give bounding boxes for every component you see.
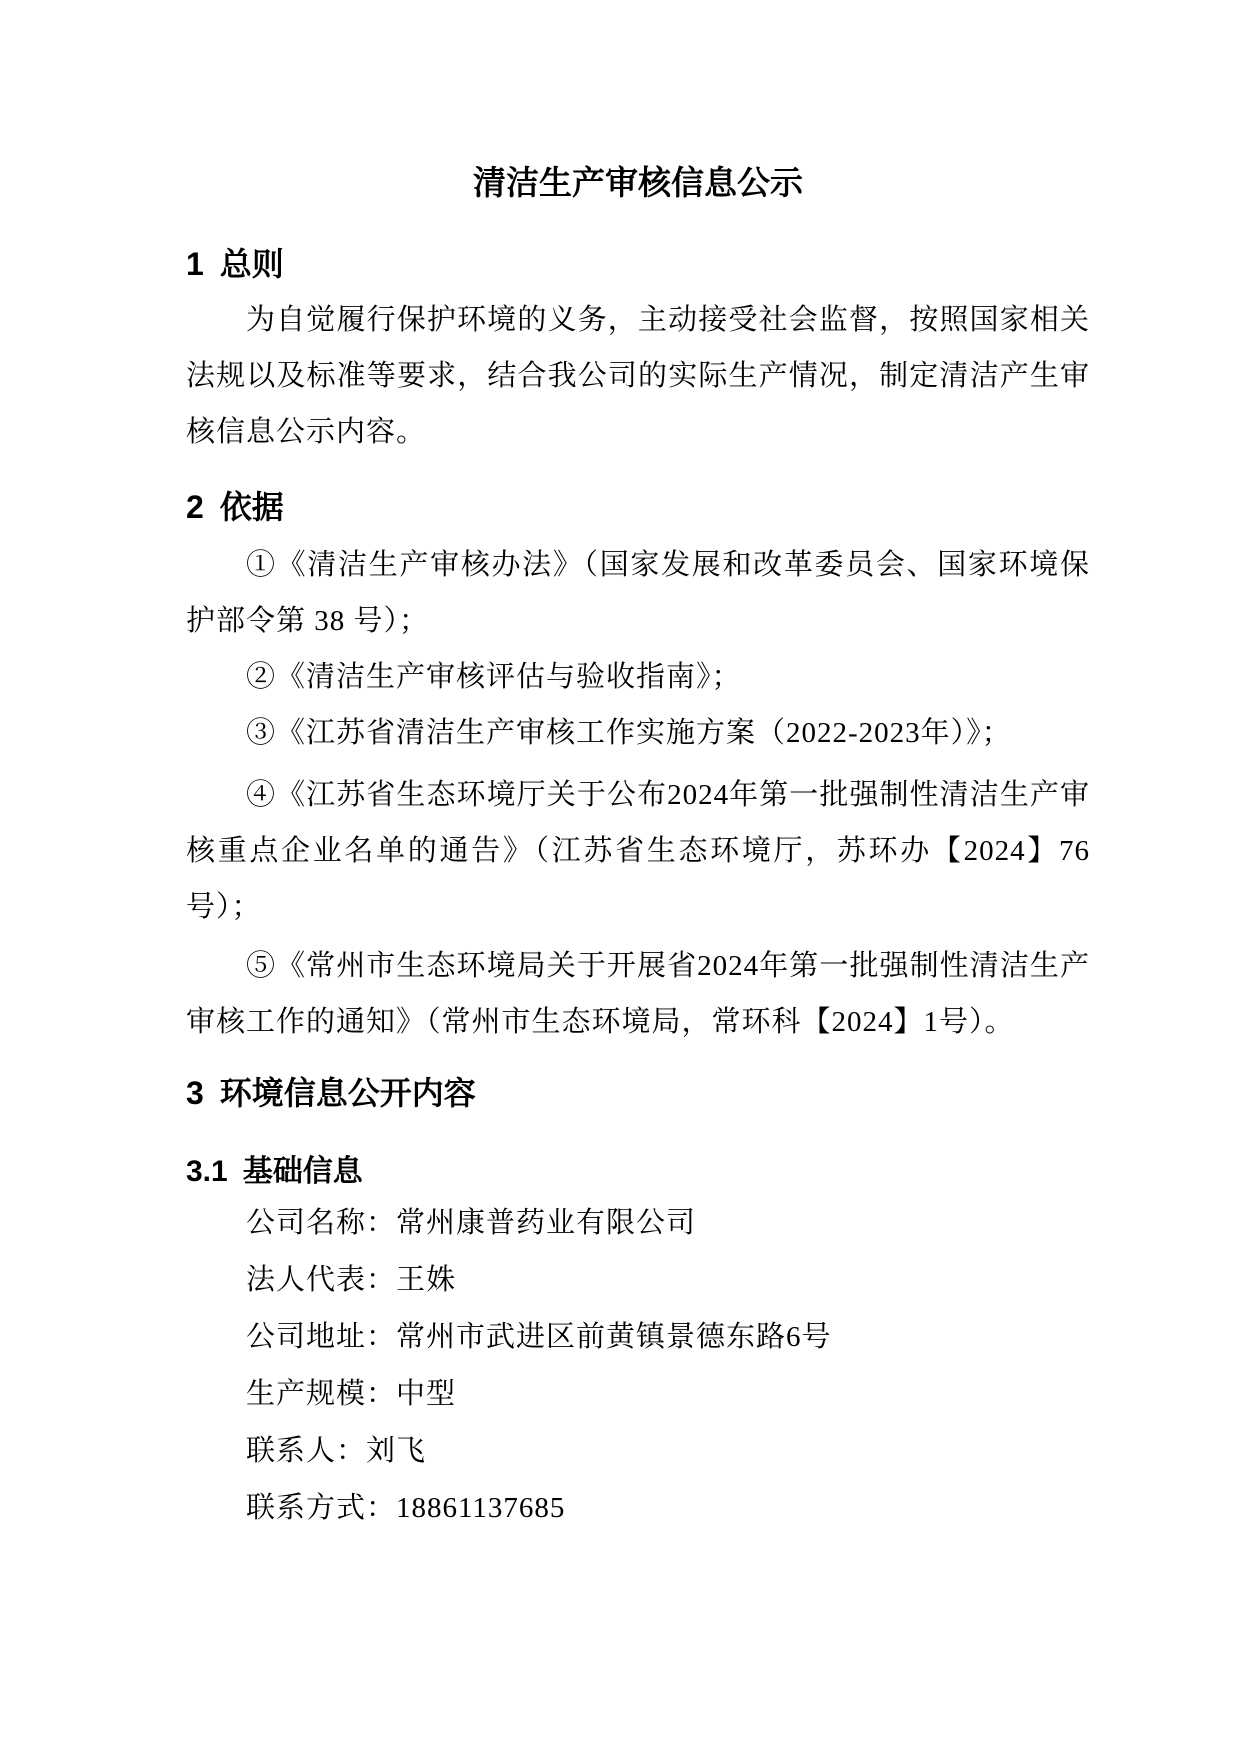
paragraph-line: ④《江苏省生态环境厅关于公布2024年第一批强制性清洁生产审 xyxy=(246,779,1090,811)
section-3-heading: 3 环境信息公开内容 xyxy=(186,1075,476,1111)
section-3-1-heading: 3.1 基础信息 xyxy=(186,1155,363,1188)
paragraph-line: ①《清洁生产审核办法》（国家发展和改革委员会、国家环境保 xyxy=(246,549,1090,581)
section-1-paragraph xyxy=(186,292,1090,460)
paragraph-line: 核重点企业名单的通告》（江苏省生态环境厅，苏环办【2024】76 xyxy=(186,835,1090,867)
basis-item-4 xyxy=(186,767,1090,935)
basis-item-1 xyxy=(186,537,1090,649)
paragraph-line: 法规以及标准等要求，结合我公司的实际生产情况，制定清洁产生审 xyxy=(186,360,1090,392)
section-2-heading: 2 依据 xyxy=(186,489,284,525)
info-production-scale: 生产规模：中型 xyxy=(246,1378,457,1410)
paragraph-line: ⑤《常州市生态环境局关于开展省2024年第一批强制性清洁生产 xyxy=(246,950,1090,982)
paragraph-line: 核信息公示内容。 xyxy=(186,416,427,448)
document-title: 清洁生产审核信息公示 xyxy=(473,164,803,201)
paragraph-line: 审核工作的通知》（常州市生态环境局，常环科【2024】1号）。 xyxy=(186,1006,1015,1038)
paragraph-line: ③《江苏省清洁生产审核工作实施方案（2022-2023年）》； xyxy=(246,717,1012,749)
paragraph-line: 护部令第 38 号）； xyxy=(186,605,430,637)
info-contact-phone: 联系方式：18861137685 xyxy=(246,1492,566,1524)
section-1-heading: 1 总则 xyxy=(186,246,284,282)
info-contact-person: 联系人：刘飞 xyxy=(246,1435,427,1467)
info-company-name: 公司名称：常州康普药业有限公司 xyxy=(246,1207,697,1239)
paragraph-line: 号）； xyxy=(186,891,262,923)
paragraph-line: ②《清洁生产审核评估与验收指南》； xyxy=(246,661,742,693)
basis-item-2 xyxy=(186,649,1090,705)
info-legal-representative: 法人代表：王姝 xyxy=(246,1264,457,1296)
basis-item-5 xyxy=(186,938,1090,1050)
info-company-address: 公司地址：常州市武进区前黄镇景德东路6号 xyxy=(246,1321,832,1353)
paragraph-line: 为自觉履行保护环境的义务，主动接受社会监督，按照国家相关 xyxy=(246,304,1090,336)
basic-info-list xyxy=(186,1195,1090,1537)
basis-item-3 xyxy=(186,705,1090,761)
